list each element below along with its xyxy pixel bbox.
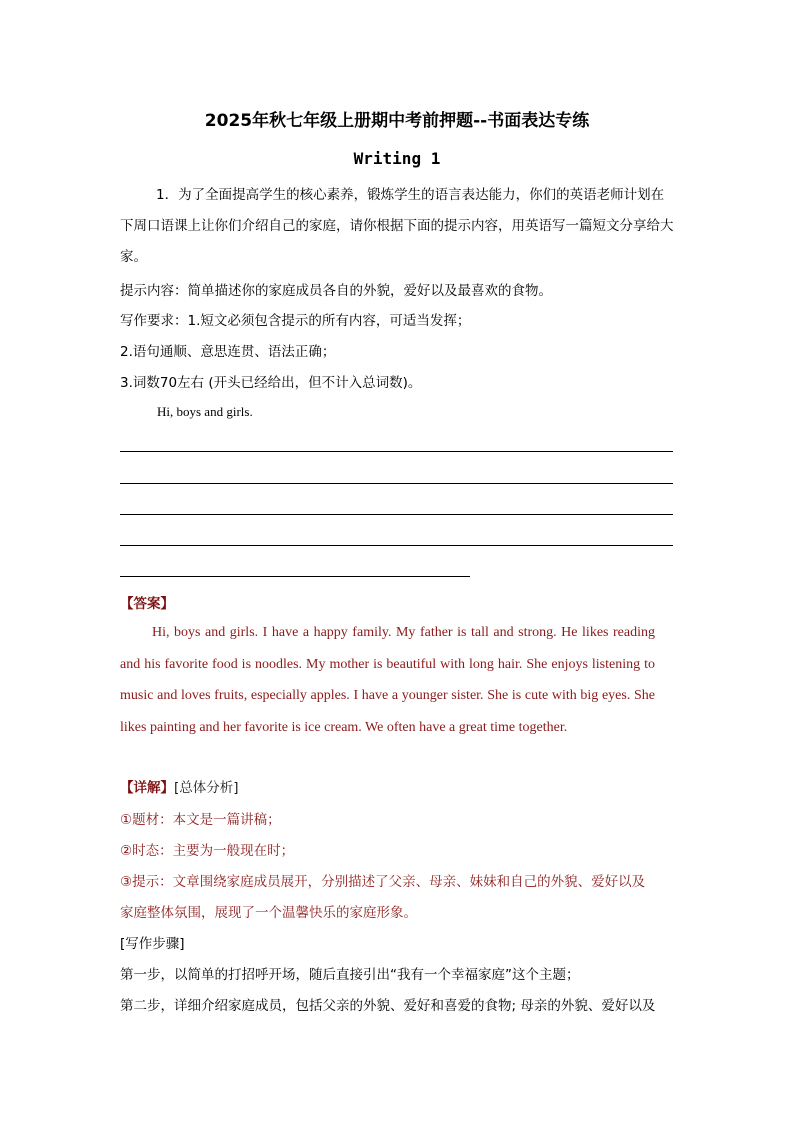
detail-item-3b: 家庭整体氛围，展现了一个温馨快乐的家庭形象。 — [120, 905, 417, 921]
essay-opening: Hi, boys and girls. — [157, 404, 253, 419]
document-subtitle: Writing 1 — [353, 149, 441, 168]
detail-heading — [120, 778, 239, 798]
hint-text: 提示内容：简单描述你的家庭成员各自的外貌，爱好以及最喜欢的食物。 — [120, 283, 552, 299]
step-1: 第一步，以简单的打招呼开场，随后直接引出“我有一个幸福家庭”这个主题； — [120, 967, 580, 983]
document-title: 2025年秋七年级上册期中考前押题--书面表达专练 — [204, 111, 590, 131]
requirement-2: 2.语句通顺、意思连贯、语法正确； — [120, 344, 336, 360]
answer-line — [120, 483, 673, 484]
answer-line — [120, 451, 673, 452]
requirement-3: 3.词数70左右 (开头已经给出，但不计入总词数)。 — [120, 375, 422, 391]
detail-tag-suffix: [总体分析] — [174, 780, 239, 796]
answer-tag: 【答案】 — [120, 596, 174, 612]
detail-tag: 【详解】 — [120, 780, 174, 796]
detail-item-1: ①题材：本文是一篇讲稿； — [120, 812, 281, 828]
step-2: 第二步，详细介绍家庭成员，包括父亲的外貌、爱好和喜爱的食物; 母亲的外貌、爱好以及 — [120, 998, 656, 1014]
requirement-1: 写作要求：1.短文必须包含提示的所有内容，可适当发挥； — [120, 313, 471, 329]
question-prompt: 1．为了全面提高学生的核心素养，锻炼学生的语言表达能力，你们的英语老师计划在下周口语课上让你们介绍自己的家庭，请你根据下面的提示内容，用英语写一篇短文分享给大家。 — [120, 187, 674, 265]
detail-item-3a: ③提示：文章围绕家庭成员展开，分别描述了父亲、母亲、妹妹和自己的外貌、爱好以及 — [120, 874, 646, 890]
answer-line — [120, 514, 673, 515]
answer-line — [120, 576, 470, 577]
steps-title: [写作步骤] — [120, 936, 185, 952]
detail-item-2: ②时态：主要为一般现在时； — [120, 843, 295, 859]
answer-line — [120, 545, 673, 546]
answer-text: Hi, boys and girls. I have a happy family. My father is tall and strong. He likes reading and his favorite food is noodles. My mother is beautiful with long hair. She enjoys listening to music and loves fruits, especially apples. I have a younger sister. She is cute with big eyes. She likes painting and her favorite is ice cream. We often have a great time together. — [120, 625, 655, 735]
